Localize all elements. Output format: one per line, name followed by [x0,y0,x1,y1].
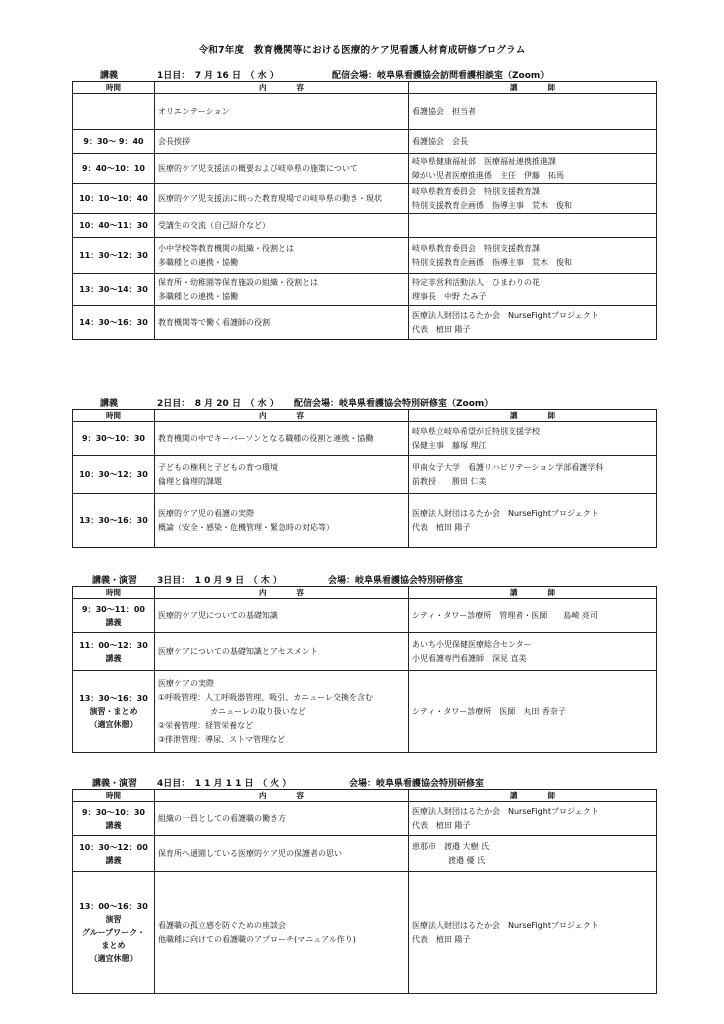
time-cell [73,274,155,306]
table-header-row [73,790,657,802]
day-header [0,396,724,410]
table-row [73,184,657,214]
session-venue: 会場：岐阜県看護協会特別研修室 [349,779,485,789]
content-line: ①呼吸管理：人工呼吸器管理、吸引、カニューレ交換を含む [158,692,374,702]
content-line: 受講生の交流（自己紹介など） [158,220,270,230]
table-header-row [73,82,657,94]
time-line: 13：30～14：30 [79,285,148,294]
time-line: 10：10～10：40 [79,194,148,203]
lecturer-cell [409,456,657,494]
content-line: カニューレの取り扱いなど [210,706,306,716]
time-line: まとめ [101,941,126,950]
lecturer-cell [409,214,657,238]
session-type: 講義 [100,71,119,81]
lecturer-line: 医療法人財団はるたか会 NurseFightプロジェクト [412,310,599,320]
time-line: 10：30～12：00 [79,842,148,852]
content-line: 多職種との連携・協働 [158,291,238,301]
table-row [73,154,657,184]
time-cell [73,633,155,671]
time-line: 9：40～10：10 [82,164,145,173]
header-content: 内 容 [155,790,409,802]
table-row [73,671,657,753]
table-row [73,422,657,456]
table-row [73,274,657,306]
content-cell [155,456,409,494]
header-lecturer: 講 師 [409,790,657,802]
time-line: 講義 [105,820,122,830]
time-cell [73,214,155,238]
lecturer-cell [409,422,657,456]
lecturer-line: あいち小児保健医療総合センター [412,639,532,649]
header-content: 内 容 [155,587,409,599]
lecturer-line: 理事長 中野 たみ子 [412,291,487,301]
content-cell [155,306,409,340]
lecturer-cell [409,306,657,340]
header-lecturer: 講 師 [409,587,657,599]
day-header [0,573,724,587]
time-cell [73,422,155,456]
content-line: 多職種との連携・協働 [158,257,238,267]
content-cell [155,274,409,306]
table-row [73,633,657,671]
lecturer-line: 甲南女子大学 看護リハビリテーション学部看護学科 [412,462,604,472]
time-line: 13：00～16：30 [79,902,148,911]
content-cell [155,836,409,872]
time-line: 10：30～12：30 [79,470,148,479]
lecturer-cell [409,130,657,154]
content-cell [155,802,409,836]
lecturer-line: シティ・タワー診療所 管理者・医師 島崎 亮司 [412,610,598,620]
table-row [73,456,657,494]
time-line: 14：30～16：30 [79,318,148,327]
content-line: 看護職の孤立感を防ぐための座談会 [158,920,286,930]
table-row [73,130,657,154]
header-time: 時間 [73,790,155,802]
table-row [73,238,657,274]
lecturer-line: 医療法人財団はるたか会 NurseFightプロジェクト [412,920,599,930]
content-line: 会長挨拶 [158,136,190,146]
content-line: 教育機関等で働く看護師の役割 [158,317,270,327]
content-cell [155,214,409,238]
content-line: 医療ケアについての基礎知識とアセスメント [158,646,318,656]
time-line: 講義 [105,617,122,627]
time-line: 演習・まとめ [89,707,138,716]
content-line: 医療的ケア児支援法の概要および岐阜県の施策について [158,163,358,173]
lecturer-cell [409,802,657,836]
day-header [0,68,724,82]
lecturer-line: 渡邉 優 氏 [448,855,486,865]
session-venue: 配信会場：岐阜県看護協会訪問看護相談室（Zoom） [332,71,550,81]
time-line: 10：40～11：30 [79,221,148,230]
lecturer-line: 障がい児者医療推進係 主任 伊藤 拓馬 [412,170,564,180]
content-cell [155,671,409,753]
session-venue: 会場：岐阜県看護協会特別研修室 [328,576,464,586]
time-cell [73,599,155,633]
content-line: 子どもの権利と子どもの育つ環境 [158,462,278,472]
session-date: 3日目： 1 0 月 9 日 （ 木 ） [157,576,282,586]
session-type: 講義・演習 [92,779,138,789]
time-cell [73,238,155,274]
lecturer-line: 代表 植田 陽子 [412,820,471,830]
lecturer-line: 特定非営利活動法人 ひまわりの花 [412,277,540,287]
lecturer-line: 医療法人財団はるたか会 NurseFightプロジェクト [412,508,599,518]
content-line: 小中学校等教育機関の組織・役割とは [158,243,294,253]
time-cell [73,184,155,214]
time-cell [73,494,155,548]
table-row [73,872,657,994]
lecturer-line: 岐阜県教育委員会 特別支援教育課 [412,243,540,253]
lecturer-line: 看護協会 会長 [412,136,468,146]
content-line: 医療的ケア児の看護の実際 [158,508,254,518]
time-line: 講義 [105,653,122,663]
day-header [0,776,724,790]
content-line: 保育所・幼稚園等保育施設の組織・役割とは [158,277,318,287]
time-cell [73,802,155,836]
table-row [73,836,657,872]
content-line: 医療的ケア児についての基礎知識 [158,610,278,620]
session-date: 2日目： 8 月 20 日 （ 水 ） [157,399,279,409]
content-line: ②栄養管理：経管栄養など [158,720,254,730]
header-content: 内 容 [155,82,409,94]
lecturer-cell [409,184,657,214]
lecturer-line: シティ・タワー診療所 医師 丸田 香奈子 [412,706,566,716]
table-row [73,306,657,340]
content-line: 保育所へ通園している医療的ケア児の保護者の思い [158,848,342,858]
lecturer-line: 特別支援教育企画係 指導主事 荒木 俊和 [412,257,572,267]
lecturer-line: 代表 植田 陽子 [412,324,471,334]
lecturer-cell [409,836,657,872]
session-date: 1日目： 7 月 16 日 （ 水 ） [157,71,279,81]
lecturer-cell [409,274,657,306]
content-cell [155,872,409,994]
table-row [73,94,657,130]
lecturer-cell [409,494,657,548]
lecturer-line: 代表 植田 陽子 [412,522,471,532]
content-line: 概論（安全・感染・危機管理・緊急時の対応等） [158,522,334,532]
lecturer-line: 小児看護専門看護師 深見 直美 [412,653,527,663]
time-line: 9：30～ 9：40 [83,137,144,146]
schedule-table [72,586,657,753]
lecturer-cell [409,94,657,130]
header-time: 時間 [73,82,155,94]
lecturer-line: 看護協会 担当者 [412,106,476,116]
table-header-row [73,587,657,599]
time-line: （適宜休憩） [89,720,138,729]
time-cell [73,154,155,184]
time-cell [73,306,155,340]
header-time: 時間 [73,410,155,422]
time-line: 演習 [105,915,122,924]
header-time: 時間 [73,587,155,599]
content-line: 組織の一員としての看護職の働き方 [158,813,286,823]
content-cell [155,494,409,548]
content-cell [155,238,409,274]
lecturer-cell [409,238,657,274]
lecturer-line: 前教授 勝田 仁美 [412,476,487,486]
lecturer-line: 恵那市 渡邉 大樹 氏 [412,841,490,851]
time-cell [73,671,155,753]
time-cell [73,836,155,872]
session-type: 講義・演習 [92,576,138,586]
session-venue: 配信会場：岐阜県看護協会特別研修室（Zoom） [294,399,494,409]
lecturer-cell [409,599,657,633]
content-line: 医療ケアの実際 [158,678,214,688]
time-cell [73,130,155,154]
content-line: オリエンテーション [158,106,230,116]
time-line: 9：30～11：00 [82,604,145,614]
lecturer-line: 保健主事 藤塚 理江 [412,440,487,450]
content-cell [155,633,409,671]
table-row [73,802,657,836]
lecturer-line: 岐阜県立岐阜希望が丘特別支援学校 [412,426,540,436]
table-row [73,599,657,633]
content-cell [155,154,409,184]
time-cell [73,872,155,994]
table-header-row [73,410,657,422]
lecturer-cell [409,154,657,184]
page-title: 令和7年度 教育機関等における医療的ケア児看護人材育成研修プログラム [198,45,526,56]
table-row [73,214,657,238]
content-line: 倫理と倫理的課題 [158,476,222,486]
time-line: 講義 [105,855,122,865]
header-lecturer: 講 師 [409,410,657,422]
content-line: 他職種に向けての看護職のアプローチ(マニュアル作り) [158,934,356,944]
time-line: 9：30～10：30 [82,434,145,443]
lecturer-line: 岐阜県教育委員会 特別支援教育課 [412,186,540,196]
time-line: グループワーク・ [81,928,146,937]
time-line: 13：30～16：30 [79,516,148,525]
schedule-table [72,81,657,340]
content-cell [155,599,409,633]
content-line: 医療的ケア児支援法に則った教育現場での岐阜県の動き・現状 [158,193,382,203]
lecturer-cell [409,872,657,994]
content-cell [155,130,409,154]
content-cell [155,422,409,456]
content-cell [155,184,409,214]
lecturer-cell [409,633,657,671]
lecturer-line: 代表 植田 陽子 [412,934,471,944]
time-cell [73,456,155,494]
time-line: （適宜休憩） [89,954,138,963]
time-line: 9：30～10：30 [82,807,145,817]
time-line: 11：30～12：30 [79,251,148,260]
header-lecturer: 講 師 [409,82,657,94]
schedule-table [72,409,657,548]
session-type: 講義 [100,399,119,409]
schedule-table [72,789,657,994]
session-date: 4日目： 1 1 月 1 1 日 （ 火 ） [157,779,292,789]
lecturer-line: 岐阜県健康福祉部 医療福祉連携推進課 [412,156,556,166]
lecturer-cell [409,671,657,753]
content-line: ③排泄管理：導尿、ストマ管理など [158,734,286,744]
content-line: 教育機関の中でキーパーソンとなる職種の役割と連携・協働 [158,433,374,443]
table-row [73,494,657,548]
lecturer-line: 医療法人財団はるたか会 NurseFightプロジェクト [412,806,599,816]
content-cell [155,94,409,130]
time-line: 13：30～16：30 [79,694,148,703]
header-content: 内 容 [155,410,409,422]
time-line: 11：00～12：30 [79,640,148,650]
time-cell [73,94,155,130]
lecturer-line: 特別支援教育企画係 指導主事 荒木 俊和 [412,200,572,210]
